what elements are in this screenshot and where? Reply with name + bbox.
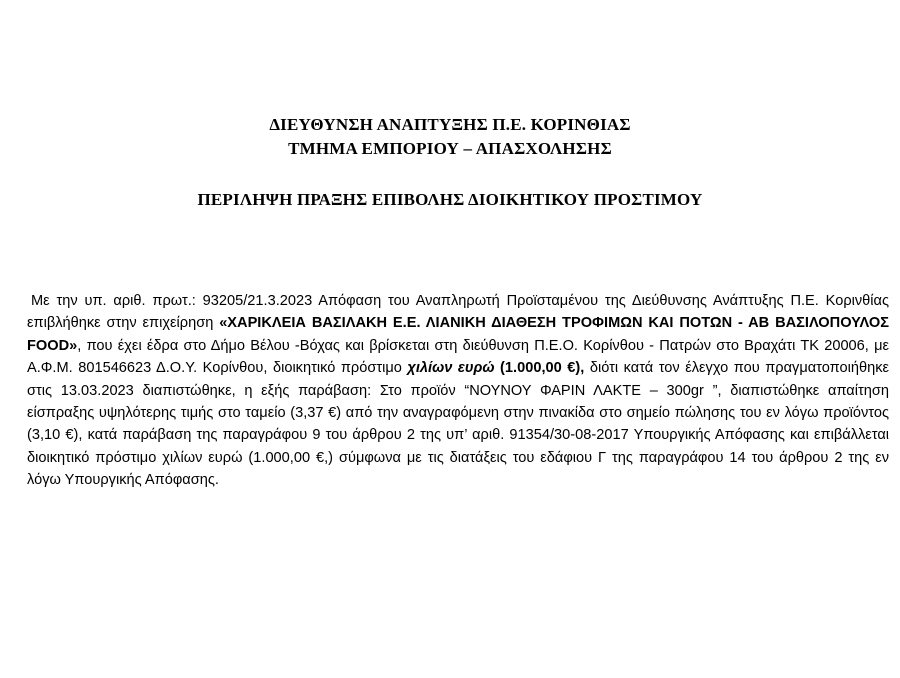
document-title: ΠΕΡΙΛΗΨΗ ΠΡΑΞΗΣ ΕΠΙΒΟΛΗΣ ΔΙΟΙΚΗΤΙΚΟΥ ΠΡΟΣΤΙΜΟΥ (197, 190, 703, 209)
paragraph-intro: Με την υπ. αριθ. πρωτ.: 93205/21.3.2023 Απόφαση του Αναπληρωτή Προϊσταμένου της Διεύθυνσης Ανάπτυξης Π.Ε. Κορινθίας επιβλήθηκε στην επιχείρηση (27, 293, 889, 332)
company-name: «ΧΑΡΙΚΛΕΙΑ ΒΑΣΙΛΑΚΗ Ε.Ε. ΛΙΑΝΙΚΗ ΔΙΑΘΕΣΗ ΤΡΟΦΙΜΩΝ ΚΑΙ ΠΟΤΩΝ - ΑΒ ΒΑΣΙΛΟΠΟΥΛΟΣ FOOD» (27, 315, 889, 354)
department-heading: ΔΙΕΥΘΥΝΣΗ ΑΝΑΠΤΥΞΗΣ Π.Ε. ΚΟΡΙΝΘΙΑΣ (269, 115, 631, 134)
fine-amount: (1.000,00 €), (494, 360, 585, 377)
paragraph-violation-details: διότι κατά τον έλεγχο που πραγματοποιήθηκε στις 13.03.2023 διαπιστώθηκε, η εξής παράβαση: Στο προϊόν “ΝΟΥΝΟΥ ΦΑΡΙΝ ΛΑΚΤΕ – 300gr ”, διαπιστώθηκε απαίτηση είσπραξης υψηλότερης τιμής στο ταμείο (3,37 €) από την αναγραφόμενη στην πινακίδα στο σημείο πώλησης του εν λόγω προϊόντος (3,10 €), κατά παράβαση της παραγράφου 9 του άρθρου 2 της υπ’ αριθ. 91354/30-08-2017 Υπουργικής Απόφασης και επιβάλλεται διοικητικό πρόστιμο χιλίων ευρώ (1.000,00 €,) σύμφωνα με τις διατάξεις του εδάφιου Γ της παραγράφου 14 του άρθρου 2 της εν λόγω Υπουργικής Απόφασης. (27, 360, 889, 489)
section-heading: ΤΜΗΜΑ ΕΜΠΟΡΙΟΥ – ΑΠΑΣΧΟΛΗΣΗΣ (288, 139, 612, 158)
summary-paragraph (27, 290, 889, 492)
paragraph-company-details: , που έχει έδρα στο Δήμο Βέλου -Βόχας και βρίσκεται στη διεύθυνση Π.Ε.Ο. Κορίνθου - Πατρών στο Βραχάτι ΤΚ 20006, με Α.Φ.Μ. 801546623 Δ.Ο.Υ. Κορίνθου, διοικητικό πρόστιμο (27, 337, 889, 377)
fine-words: χιλίων ευρώ (407, 360, 495, 377)
